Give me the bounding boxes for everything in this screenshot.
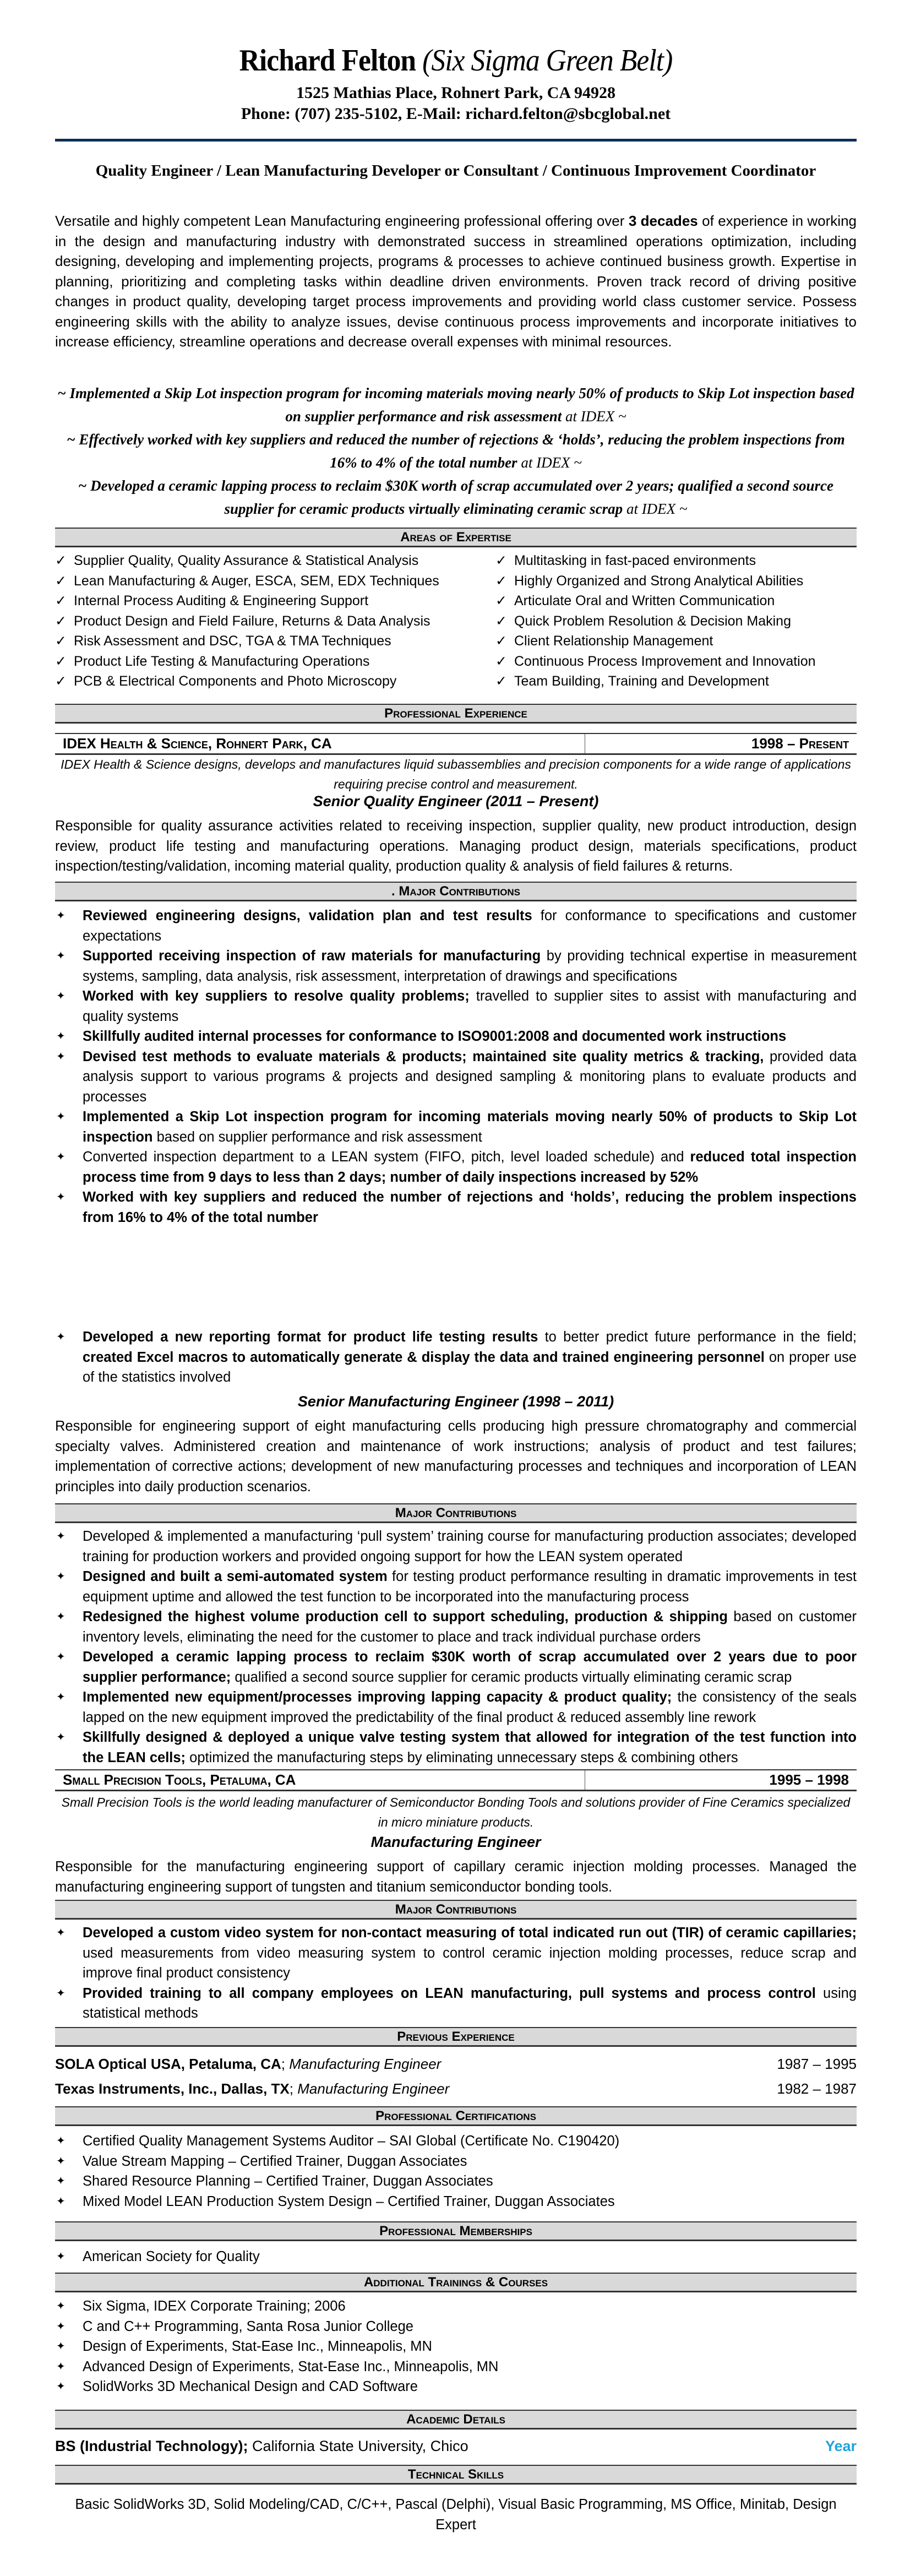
expertise-label: Product Design and Field Failure, Returns & Data Analysis [74, 613, 431, 629]
contributions-list [55, 1526, 857, 1768]
list-bold: Developed a ceramic lapping process to reclaim $30K worth of scrap accumulated over 2 years due to poor supplier performance; [83, 1649, 857, 1685]
expertise-label: Multitasking in fast-paced environments [514, 553, 756, 568]
role-summary: Responsible for the manufacturing engineering support of capillary ceramic injection molding processes. Managed the manufacturing engineering support of tungsten and titanium semiconductor bonding tools. [55, 1859, 857, 1895]
expertise-item [55, 671, 495, 692]
list-item [55, 1687, 857, 1727]
list-item [55, 1107, 857, 1147]
expertise-label: Continuous Process Improvement and Innovation [514, 653, 816, 669]
list-bold: Provided training to all company employees on LEAN manufacturing, pull systems and process control [83, 1985, 816, 2001]
check-icon: ✓ [55, 593, 67, 608]
expertise-item [495, 671, 857, 692]
list-bold: Reviewed engineering designs, validation plan and test results [83, 908, 532, 923]
check-icon: ✓ [495, 553, 507, 568]
list-text: C and C++ Programming, Santa Rosa Junior College [83, 2318, 413, 2334]
list-item [55, 906, 857, 946]
expertise-item [495, 551, 857, 571]
header-rule [55, 139, 857, 142]
contributions-list [55, 1923, 857, 2024]
list-item [55, 2357, 857, 2377]
previous-job: SOLA Optical USA, Petaluma, CA; Manufacturing Engineer 1987 – 1995 [55, 2056, 857, 2072]
list-text: optimized the manufacturing steps by eliminating unnecessary steps & combining others [186, 1749, 738, 1765]
list-bold: Supported receiving inspection of raw materials for manufacturing [83, 948, 541, 964]
graduation-year: Year [825, 2438, 857, 2454]
list-text: Design of Experiments, Stat-Ease Inc., Minneapolis, MN [83, 2339, 432, 2354]
employer-dates: 1995 – 1998 [769, 1771, 849, 1788]
address-line: 1525 Mathias Place, Rohnert Park, CA 94928 [296, 84, 615, 102]
employer-row-idex [55, 733, 857, 755]
career-highlights [55, 382, 857, 520]
list-item [55, 1727, 857, 1768]
expertise-label: Quick Problem Resolution & Decision Making [514, 613, 791, 629]
certifications-list [55, 2131, 857, 2211]
highlight-item: ~ Effectively worked with key suppliers and reduced the number of rejections & ‘holds’, reducing the problem inspections from 16% to 4% of the total number at IDEX ~ [67, 431, 845, 471]
list-item [55, 1526, 857, 1567]
list-text: Converted inspection department to a LEAN system (FIFO, pitch, level loaded schedule) and [83, 1149, 690, 1165]
list-item [55, 2247, 857, 2267]
expertise-label: Client Relationship Management [514, 633, 713, 649]
role-summary: Responsible for quality assurance activities related to receiving inspection, supplier quality, new product introduction, design review, product life testing and manufacturing operations. Managing product design, materials specifications, product inspection/testing/validation, incoming material quality, production quality & analysis of field failures & returns. [55, 818, 857, 874]
role-summary: Responsible for engineering support of eight manufacturing cells producing high pressure chromatography and commercial specialty valves. Administered creation and maintenance of work instructions; analysis of product and test failures; implementation of corrective actions; development of new manufacturing processes and techniques and incorporation of LEAN principles into daily production scenarios. [55, 1419, 857, 1494]
list-item [55, 1923, 857, 1983]
contributions-list-cont [55, 1327, 857, 1388]
expertise-label: Risk Assessment and DSC, TGA & TMA Techniques [74, 633, 391, 649]
list-text: based on supplier performance and risk assessment [152, 1129, 482, 1145]
expertise-label: Team Building, Training and Development [514, 673, 769, 689]
list-text: Certified Quality Management Systems Auditor – SAI Global (Certificate No. C190420) [83, 2133, 620, 2149]
list-text: Developed & implemented a manufacturing ‘pull system’ training course for manufacturing production associates; developed training for production workers and provided ongoing support for how the LEAN system operated [83, 1529, 857, 1564]
expertise-item [55, 651, 495, 672]
section-major-contributions: Major Contributions [55, 1900, 857, 1920]
list-item [55, 2192, 857, 2212]
role-title: Manufacturing Engineer [370, 1834, 541, 1850]
list-item [55, 1647, 857, 1687]
section-trainings: Additional Trainings & Courses [55, 2273, 857, 2292]
section-major-contributions: Major Contributions [55, 1503, 857, 1523]
list-item [55, 2131, 857, 2151]
section-major-contributions: . Major Contributions [55, 882, 857, 901]
company-description: Small Precision Tools is the world leading manufacturer of Semiconductor Bonding Tools and solutions provider of Fine Ceramics specialized in micro miniature products. [61, 1795, 851, 1829]
list-text: based on customer inventory levels, eliminating the need for the customer to place and track individual purchase orders [83, 1609, 857, 1645]
list-text: SolidWorks 3D Mechanical Design and CAD Software [83, 2379, 418, 2394]
expertise-label: Articulate Oral and Written Communication [514, 593, 775, 608]
list-bold: Developed a custom video system for non-contact measuring of total indicated run out (TIR) of ceramic capillaries; [83, 1925, 857, 1941]
contact-line: Phone: (707) 235-5102, E-Mail: richard.felton@sbcglobal.net [241, 105, 671, 123]
list-bold: Skillfully audited internal processes for conformance to ISO9001:2008 and documented work instructions [83, 1029, 787, 1044]
list-bold: Devised test methods to evaluate materials & products; maintained site quality metrics & tracking, [83, 1048, 764, 1064]
list-bold: Worked with key suppliers and reduced the number of rejections and ‘holds’, reducing the problem inspections from 16% to 4% of the total number [83, 1189, 857, 1225]
employer-name: IDEX Health & Science, Rohnert Park, CA [55, 734, 585, 753]
check-icon: ✓ [55, 573, 67, 589]
name-text: Richard Felton [239, 44, 416, 78]
list-bold: Implemented a Skip Lot inspection program for incoming materials moving nearly 50% of products to Skip Lot inspection [83, 1109, 857, 1145]
list-text: Value Stream Mapping – Certified Trainer, Duggan Associates [83, 2153, 467, 2169]
contributions-list [55, 906, 857, 1227]
list-item [55, 2171, 857, 2192]
section-technical-skills: Technical Skills [55, 2465, 857, 2485]
check-icon: ✓ [495, 573, 507, 589]
list-bold: Worked with key suppliers to resolve quality problems; [83, 988, 470, 1004]
list-item [55, 1147, 857, 1187]
role-title: Senior Quality Engineer (2011 – Present) [313, 793, 599, 809]
summary-pre: Versatile and highly competent Lean Manufacturing engineering professional offering over [55, 213, 629, 229]
list-item [55, 986, 857, 1026]
section-areas-of-expertise: Areas of Expertise [55, 528, 857, 547]
expertise-item [495, 631, 857, 651]
trainings-list [55, 2296, 857, 2397]
expertise-label: Internal Process Auditing & Engineering Support [74, 593, 369, 608]
expertise-item [495, 611, 857, 632]
school: California State University, Chico [248, 2438, 468, 2454]
highlight-item: ~ Developed a ceramic lapping process to reclaim $30K worth of scrap accumulated over 2 years; qualified a second source supplier for ceramic products virtually eliminating ceramic scrap at IDEX ~ [78, 477, 833, 517]
list-item [55, 1187, 857, 1227]
academic-row [55, 2438, 857, 2455]
summary-bold: 3 decades [628, 213, 698, 229]
list-text: by providing technical expertise in measurement systems, sampling, data analysis, risk assessment, interpretation of drawings and specifications [83, 948, 857, 984]
expertise-item [55, 631, 495, 651]
expertise-grid [55, 551, 857, 692]
company-description: IDEX Health & Science designs, develops and manufactures liquid subassemblies and precision components for a wide range of applications requiring precise control and measurement. [61, 757, 851, 791]
list-text: travelled to supplier sites to assist with manufacturing and quality systems [83, 988, 857, 1024]
list-bold: Redesigned the highest volume production cell to support scheduling, production & shipping [83, 1609, 728, 1624]
list-item [55, 1026, 857, 1047]
list-text: used measurements from video measuring system to control ceramic injection molding processes, reduce scrap and improve final product consistency [83, 1945, 857, 1981]
check-icon: ✓ [495, 673, 507, 689]
list-item [55, 2317, 857, 2337]
expertise-item [55, 591, 495, 611]
list-item [55, 2336, 857, 2357]
expertise-item [55, 611, 495, 632]
expertise-label: Product Life Testing & Manufacturing Operations [74, 653, 370, 669]
list-item [55, 1607, 857, 1647]
list-text: Six Sigma, IDEX Corporate Training; 2006 [83, 2298, 346, 2314]
degree: BS (Industrial Technology); [55, 2438, 248, 2454]
list-item [55, 1983, 857, 2024]
list-text: American Society for Quality [83, 2249, 260, 2264]
section-previous-experience: Previous Experience [55, 2027, 857, 2047]
check-icon: ✓ [495, 613, 507, 629]
check-icon: ✓ [55, 553, 67, 568]
candidate-name [87, 43, 825, 78]
list-item [55, 946, 857, 986]
list-text: Advanced Design of Experiments, Stat-Ease Inc., Minneapolis, MN [83, 2358, 499, 2374]
list-item [55, 2296, 857, 2317]
employer-name: Small Precision Tools, Petaluma, CA [55, 1770, 585, 1790]
expertise-item [495, 571, 857, 591]
summary-post: of experience in working in the design and manufacturing industry with demonstrated success in streamlined operations optimization, including designing, developing and implementing projects, programs & processes to achieve continued business growth. Expertise in planning, prioritizing and completing tasks within deadline driven environments. Proven track record of driving positive changes in product quality, developing target process improvements and providing world class customer service. Possess engineering skills with the ability to analyze issues, devise continuous process improvements and incorporate initiatives to increase efficiency, streamline operations and decrease overall expenses with minimal resources. [55, 213, 857, 350]
list-item [55, 2151, 857, 2172]
expertise-label: Highly Organized and Strong Analytical Abilities [514, 573, 804, 589]
list-text: for testing product performance resulting in dramatic improvements in test equipment uptime and allowed the test function to be incorporated into the manufacturing process [83, 1569, 857, 1605]
expertise-item [495, 651, 857, 672]
section-certifications: Professional Certifications [55, 2106, 857, 2126]
list-text: for conformance to specifications and customer expectations [83, 908, 857, 944]
expertise-label: Lean Manufacturing & Auger, ESCA, SEM, EDX Techniques [74, 573, 439, 589]
list-text: Shared Resource Planning – Certified Trainer, Duggan Associates [83, 2173, 493, 2189]
section-memberships: Professional Memberships [55, 2221, 857, 2241]
expertise-item [55, 551, 495, 571]
check-icon: ✓ [495, 653, 507, 669]
credential-text: (Six Sigma Green Belt) [422, 44, 673, 78]
expertise-item [55, 571, 495, 591]
employer-dates: 1998 – Present [751, 735, 849, 752]
check-icon: ✓ [55, 633, 67, 649]
list-item [55, 1567, 857, 1607]
check-icon: ✓ [55, 653, 67, 669]
expertise-label: PCB & Electrical Components and Photo Microscopy [74, 673, 397, 689]
list-item: ✦ Developed a new reporting format for product life testing results to better predict future performance in the field; created Excel macros to automatically generate & display the data and trained engineering personnel on proper use of the statistics involved [55, 1327, 857, 1388]
expertise-item [495, 591, 857, 611]
previous-job: Texas Instruments, Inc., Dallas, TX; Manufacturing Engineer 1982 – 1987 [55, 2080, 857, 2097]
role-title: Senior Manufacturing Engineer (1998 – 2011) [297, 1393, 614, 1410]
list-text: qualified a second source supplier for ceramic products virtually eliminating ceramic scrap [231, 1669, 792, 1685]
employer-row-spt [55, 1769, 857, 1791]
list-text: using statistical methods [83, 1985, 857, 2021]
section-professional-experience: Professional Experience [55, 704, 857, 724]
expertise-label: Supplier Quality, Quality Assurance & Statistical Analysis [74, 553, 419, 568]
section-academic: Academic Details [55, 2410, 857, 2430]
objective-title: Quality Engineer / Lean Manufacturing Developer or Consultant / Continuous Improvement Coordinator [95, 162, 816, 180]
list-item [55, 2377, 857, 2397]
technical-skills-text: Basic SolidWorks 3D, Solid Modeling/CAD, C/C++, Pascal (Delphi), Visual Basic Programming, MS Office, Minitab, Design Expert [75, 2497, 837, 2532]
list-bold: reduced total inspection process time from 9 days to less than 2 days; number of daily inspections increased by 52% [83, 1149, 857, 1185]
list-text: provided data analysis support to various programs & projects and designed sampling & monitoring plans to evaluate products and processes [83, 1048, 857, 1105]
check-icon: ✓ [495, 633, 507, 649]
highlight-item: ~ Implemented a Skip Lot inspection program for incoming materials moving nearly 50% of products to Skip Lot inspection based on supplier performance and risk assessment at IDEX ~ [57, 385, 854, 425]
list-text: Mixed Model LEAN Production System Design – Certified Trainer, Duggan Associates [83, 2193, 615, 2209]
list-text: the consistency of the seals lapped on the new equipment improved the predictability of the final product & reduced assembly line rework [83, 1689, 857, 1725]
list-bold: Implemented new equipment/processes improving lapping capacity & product quality; [83, 1689, 672, 1705]
list-item [55, 1047, 857, 1107]
check-icon: ✓ [55, 613, 67, 629]
list-bold: Designed and built a semi-automated system [83, 1569, 388, 1584]
profile-summary [55, 211, 857, 352]
check-icon: ✓ [495, 593, 507, 608]
list-bold: Skillfully designed & deployed a unique valve testing system that allowed for integration of the test function into the LEAN cells; [83, 1730, 857, 1765]
check-icon: ✓ [55, 673, 67, 689]
memberships-list [55, 2247, 857, 2267]
